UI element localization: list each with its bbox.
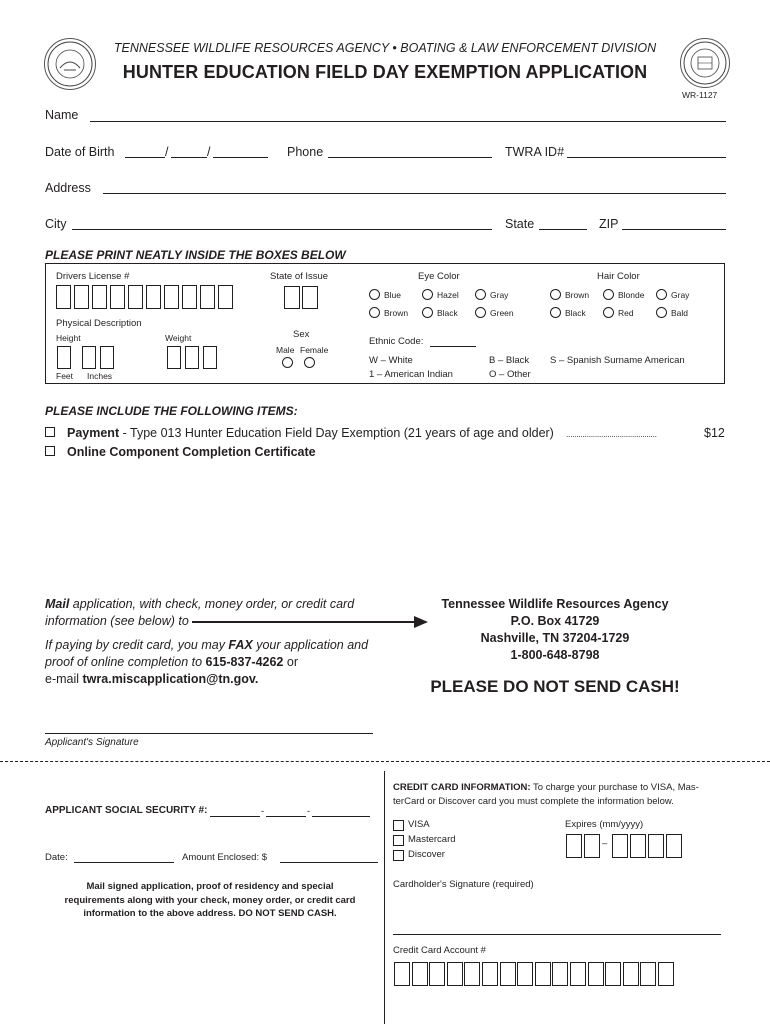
drivers-license-box[interactable] bbox=[56, 285, 71, 309]
eye-brown-radio[interactable] bbox=[369, 307, 380, 318]
mastercard-label: Mastercard bbox=[408, 834, 456, 845]
credit-card-heading-text-1: To charge your purchase to VISA, Mas- bbox=[530, 782, 699, 793]
dob-year-field[interactable] bbox=[213, 157, 268, 158]
eye-gray-radio[interactable] bbox=[475, 289, 486, 300]
feet-label: Feet bbox=[56, 371, 74, 381]
expires-year-box[interactable] bbox=[630, 834, 646, 858]
male-label: Male bbox=[276, 345, 295, 355]
eye-brown-label: Brown bbox=[384, 308, 409, 318]
hair-color-label: Hair Color bbox=[597, 271, 640, 282]
name-field[interactable] bbox=[90, 121, 726, 122]
tennessee-state-seal bbox=[680, 38, 730, 88]
mail-instructions bbox=[45, 596, 385, 688]
mastercard-checkbox[interactable] bbox=[393, 835, 404, 846]
twra-id-label: TWRA ID# bbox=[505, 145, 565, 159]
eye-blue-radio[interactable] bbox=[369, 289, 380, 300]
address-line-1: Tennessee Wildlife Resources Agency bbox=[441, 597, 669, 611]
certificate-checkbox[interactable] bbox=[45, 446, 55, 456]
credit-card-heading bbox=[393, 781, 728, 808]
dob-separator: / bbox=[207, 145, 211, 159]
address-field[interactable] bbox=[103, 193, 726, 194]
form-number: WR-1127 bbox=[682, 90, 718, 100]
credit-card-digit-box[interactable] bbox=[570, 962, 586, 986]
fax-bold: FAX bbox=[228, 638, 253, 652]
phone-field[interactable] bbox=[328, 157, 492, 158]
ssn-dash: - bbox=[261, 806, 265, 817]
ssn-dash: - bbox=[307, 806, 311, 817]
hair-red-label: Red bbox=[618, 308, 634, 318]
drivers-license-box[interactable] bbox=[146, 285, 161, 309]
state-label: State bbox=[505, 217, 535, 231]
ethnic-american-indian: 1 – American Indian bbox=[369, 369, 453, 380]
ethnic-code-label: Ethnic Code: bbox=[369, 336, 424, 347]
address-line-2: P.O. Box 41729 bbox=[510, 614, 600, 628]
cut-line bbox=[0, 761, 770, 762]
fax-text-4: or bbox=[283, 655, 298, 669]
amount-field[interactable] bbox=[280, 862, 378, 863]
eye-green-label: Green bbox=[490, 308, 514, 318]
credit-card-digit-box[interactable] bbox=[623, 962, 639, 986]
state-of-issue-label: State of Issue bbox=[270, 271, 329, 282]
hair-brown-radio[interactable] bbox=[550, 289, 561, 300]
eye-blue-label: Blue bbox=[384, 290, 402, 300]
expires-label: Expires (mm/yyyy) bbox=[565, 819, 644, 830]
expires-year-box[interactable] bbox=[666, 834, 682, 858]
hair-gray-radio[interactable] bbox=[656, 289, 667, 300]
fax-number: 615-837-4262 bbox=[205, 655, 284, 669]
cardholder-signature-label: Cardholder's Signature (required) bbox=[393, 879, 534, 890]
drivers-license-box[interactable] bbox=[164, 285, 179, 309]
ssn-label: APPLICANT SOCIAL SECURITY #: bbox=[45, 805, 208, 816]
account-label: Credit Card Account # bbox=[393, 945, 486, 956]
agency-logo-icon bbox=[46, 40, 94, 88]
mail-bold: Mail bbox=[45, 597, 70, 611]
drivers-license-box[interactable] bbox=[218, 285, 233, 309]
email-line bbox=[45, 671, 385, 688]
discover-checkbox[interactable] bbox=[393, 850, 404, 861]
state-field[interactable] bbox=[539, 229, 587, 230]
certificate-label: Online Component Completion Certificate bbox=[67, 445, 316, 459]
eye-black-label: Black bbox=[437, 308, 458, 318]
discover-label: Discover bbox=[408, 849, 445, 860]
sex-female-radio[interactable] bbox=[304, 357, 315, 368]
hair-brown-label: Brown bbox=[565, 290, 590, 300]
sex-male-radio[interactable] bbox=[282, 357, 293, 368]
credit-card-digit-box[interactable] bbox=[658, 962, 674, 986]
drivers-license-box[interactable] bbox=[200, 285, 215, 309]
credit-card-heading-bold: CREDIT CARD INFORMATION: bbox=[393, 782, 531, 793]
mail-line-1 bbox=[45, 596, 385, 613]
cardholder-signature-line[interactable] bbox=[393, 934, 721, 935]
expires-year-box[interactable] bbox=[648, 834, 664, 858]
weight-box[interactable] bbox=[203, 346, 217, 369]
zip-label: ZIP bbox=[599, 217, 619, 231]
dob-separator: / bbox=[165, 145, 169, 159]
eye-hazel-radio[interactable] bbox=[422, 289, 433, 300]
mail-text-1: application, with check, money order, or credit card bbox=[69, 597, 355, 611]
credit-card-digit-box[interactable] bbox=[500, 962, 516, 986]
ethnic-other: O – Other bbox=[489, 369, 531, 380]
applicant-signature-line[interactable] bbox=[45, 733, 373, 734]
twra-logo bbox=[44, 38, 96, 90]
state-of-issue-box[interactable] bbox=[302, 286, 318, 309]
fax-line-2 bbox=[45, 654, 385, 671]
eye-gray-label: Gray bbox=[490, 290, 509, 300]
dob-day-field[interactable] bbox=[171, 157, 207, 158]
fax-line-1 bbox=[45, 637, 385, 654]
drivers-license-box[interactable] bbox=[128, 285, 143, 309]
email-text: e-mail bbox=[45, 672, 83, 686]
credit-card-digit-box[interactable] bbox=[429, 962, 445, 986]
female-label: Female bbox=[300, 345, 329, 355]
zip-field[interactable] bbox=[622, 229, 726, 230]
twra-id-field[interactable] bbox=[567, 157, 726, 158]
drivers-license-box[interactable] bbox=[110, 285, 125, 309]
visa-checkbox[interactable] bbox=[393, 820, 404, 831]
expires-month-box[interactable] bbox=[566, 834, 582, 858]
inches-label: Inches bbox=[87, 371, 113, 381]
hair-red-radio[interactable] bbox=[603, 307, 614, 318]
payment-description: - Type 013 Hunter Education Field Day Exemption (21 years of age and older) bbox=[119, 426, 554, 440]
dob-month-field[interactable] bbox=[125, 157, 165, 158]
height-inches-box[interactable] bbox=[82, 346, 96, 369]
fax-text-1: If paying by credit card, you may bbox=[45, 638, 229, 652]
ethnic-code-field[interactable] bbox=[430, 346, 476, 347]
eye-black-radio[interactable] bbox=[422, 307, 433, 318]
eye-color-label: Eye Color bbox=[418, 271, 460, 282]
height-feet-box[interactable] bbox=[57, 346, 71, 369]
weight-label: Weight bbox=[165, 333, 192, 343]
credit-card-digit-box[interactable] bbox=[588, 962, 604, 986]
height-inches-box[interactable] bbox=[100, 346, 114, 369]
email-address[interactable]: twra.miscapplication@tn.gov. bbox=[82, 672, 259, 686]
hair-blonde-label: Blonde bbox=[618, 290, 645, 300]
weight-box[interactable] bbox=[185, 346, 199, 369]
hair-black-label: Black bbox=[565, 308, 586, 318]
credit-card-digit-box[interactable] bbox=[482, 962, 498, 986]
expires-dash: – bbox=[602, 838, 608, 849]
credit-card-digit-box[interactable] bbox=[412, 962, 428, 986]
credit-card-digit-box[interactable] bbox=[517, 962, 533, 986]
print-neatly-heading: PLEASE PRINT NEATLY INSIDE THE BOXES BELOW bbox=[45, 248, 346, 262]
no-cash-warning: PLEASE DO NOT SEND CASH! bbox=[430, 677, 680, 696]
amount-label: Amount Enclosed: $ bbox=[182, 852, 268, 863]
city-label: City bbox=[45, 217, 67, 231]
agency-line: TENNESSEE WILDLIFE RESOURCES AGENCY • BOATING & LAW ENFORCEMENT DIVISION bbox=[113, 41, 657, 55]
credit-card-digit-box[interactable] bbox=[394, 962, 410, 986]
ethnic-white: W – White bbox=[369, 355, 413, 366]
hair-bald-radio[interactable] bbox=[656, 307, 667, 318]
applicant-signature-label: Applicant's Signature bbox=[45, 737, 139, 748]
credit-card-digit-box[interactable] bbox=[605, 962, 621, 986]
include-items-heading: PLEASE INCLUDE THE FOLLOWING ITEMS: bbox=[45, 404, 298, 418]
ssn-field-3[interactable] bbox=[312, 816, 370, 817]
physical-description-label: Physical Description bbox=[56, 318, 142, 329]
phone-number: 1-800-648-8798 bbox=[510, 648, 600, 662]
credit-card-heading-line-2: terCard or Discover card you must complete the information below. bbox=[393, 795, 674, 807]
section-divider bbox=[384, 771, 385, 1024]
credit-card-digit-box[interactable] bbox=[447, 962, 463, 986]
date-label: Date: bbox=[45, 852, 68, 863]
hair-gray-label: Gray bbox=[671, 290, 690, 300]
address-line-3: Nashville, TN 37204-1729 bbox=[480, 631, 630, 645]
ethnic-spanish: S – Spanish Surname American bbox=[550, 355, 685, 366]
drivers-license-box[interactable] bbox=[92, 285, 107, 309]
fax-text-2: your application and bbox=[252, 638, 369, 652]
sex-label: Sex bbox=[293, 329, 310, 340]
weight-box[interactable] bbox=[167, 346, 181, 369]
mail-note-line: Mail signed application, proof of residency and special bbox=[86, 881, 334, 892]
credit-card-digit-box[interactable] bbox=[640, 962, 656, 986]
hair-black-radio[interactable] bbox=[550, 307, 561, 318]
city-field[interactable] bbox=[72, 229, 492, 230]
address-label: Address bbox=[45, 181, 91, 195]
expires-month-box[interactable] bbox=[584, 834, 600, 858]
drivers-license-box[interactable] bbox=[182, 285, 197, 309]
height-label: Height bbox=[56, 333, 81, 343]
name-label: Name bbox=[45, 108, 79, 122]
state-seal-icon bbox=[682, 40, 728, 86]
page-title: HUNTER EDUCATION FIELD DAY EXEMPTION APPLICATION bbox=[122, 62, 648, 82]
ssn-field-1[interactable] bbox=[210, 816, 260, 817]
payment-amount: $12 bbox=[704, 426, 725, 440]
mail-note-line: information to the above address. DO NOT SEND CASH. bbox=[83, 908, 337, 919]
payment-checkbox[interactable] bbox=[45, 427, 55, 437]
eye-hazel-label: Hazel bbox=[437, 290, 459, 300]
hair-bald-label: Bald bbox=[671, 308, 689, 318]
eye-green-radio[interactable] bbox=[475, 307, 486, 318]
payment-label: Payment bbox=[67, 426, 120, 440]
credit-card-digit-box[interactable] bbox=[552, 962, 568, 986]
fax-text-3: proof of online completion to bbox=[45, 655, 206, 669]
visa-label: VISA bbox=[408, 819, 430, 830]
arrow-icon bbox=[192, 615, 428, 629]
drivers-license-label: Drivers License # bbox=[56, 271, 130, 282]
mail-note-line: requirements along with your check, money order, or credit card bbox=[64, 894, 356, 906]
ethnic-black: B – Black bbox=[489, 355, 530, 366]
phone-label: Phone bbox=[287, 145, 324, 159]
credit-card-digit-box[interactable] bbox=[464, 962, 480, 986]
mail-note bbox=[35, 880, 385, 921]
credit-card-heading-line-1 bbox=[393, 781, 728, 795]
ssn-field-2[interactable] bbox=[266, 816, 306, 817]
payment-leader: ............................................ bbox=[566, 429, 657, 439]
mailing-address bbox=[425, 596, 685, 664]
hair-blonde-radio[interactable] bbox=[603, 289, 614, 300]
state-of-issue-box[interactable] bbox=[284, 286, 300, 309]
credit-card-digit-box[interactable] bbox=[535, 962, 551, 986]
mail-line-2: information (see below) to bbox=[45, 614, 189, 628]
expires-year-box[interactable] bbox=[612, 834, 628, 858]
date-field[interactable] bbox=[74, 862, 174, 863]
drivers-license-box[interactable] bbox=[74, 285, 89, 309]
dob-label: Date of Birth bbox=[45, 145, 115, 159]
